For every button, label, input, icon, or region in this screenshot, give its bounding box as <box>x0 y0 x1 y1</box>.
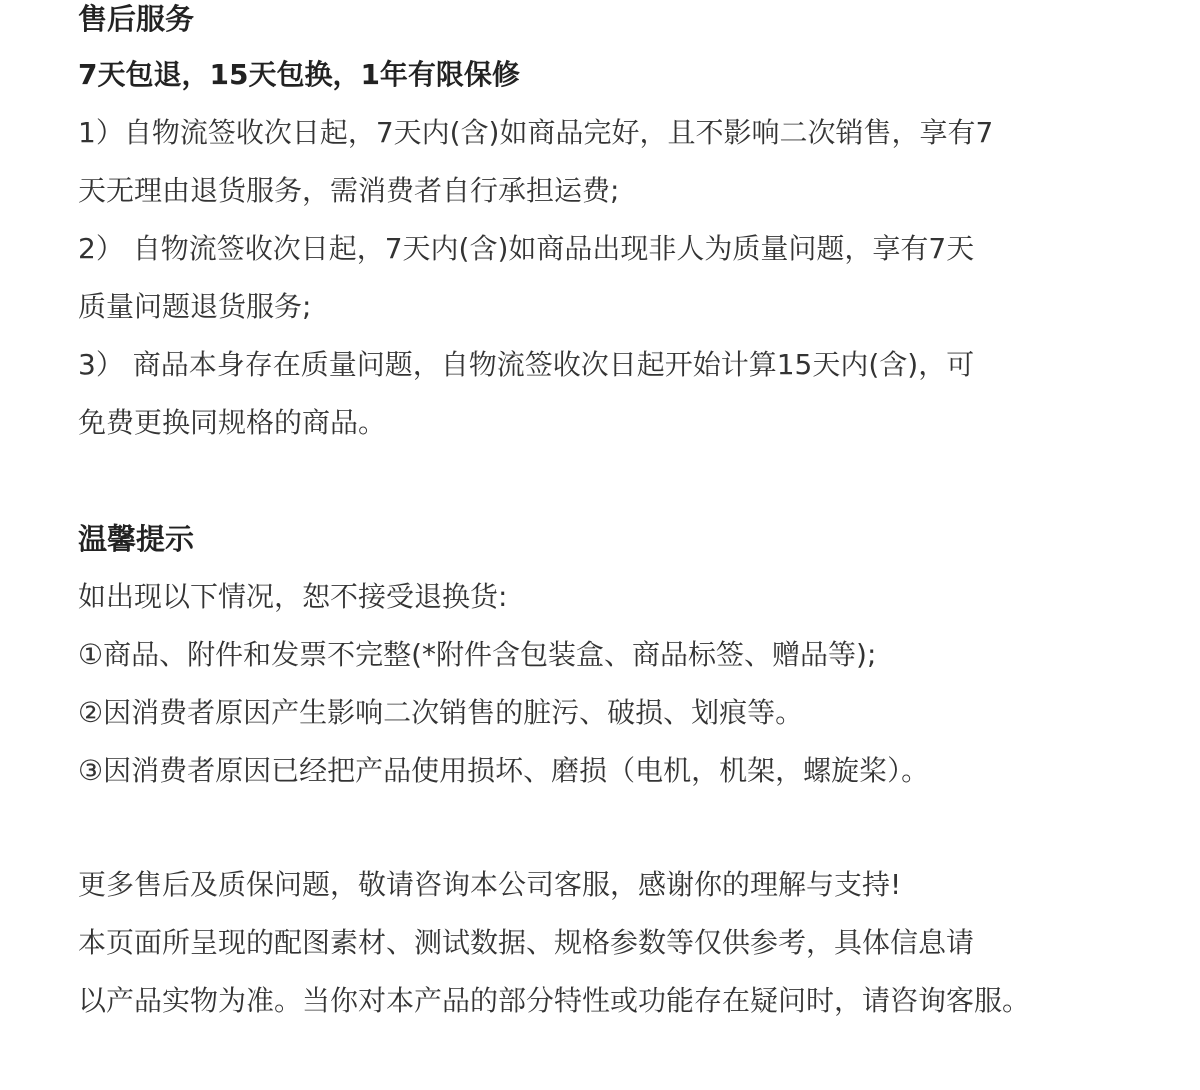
tips-line: ①商品、附件和发票不完整(*附件含包装盒、商品标签、赠品等); <box>78 638 877 671</box>
footer-line: 更多售后及质保问题，敬请咨询本公司客服，感谢你的理解与支持! <box>78 868 902 901</box>
footer-line: 本页面所呈现的配图素材、测试数据、规格参数等仅供参考，具体信息请 <box>78 926 975 959</box>
after-sales-block <box>78 46 993 452</box>
warranty-policy-summary: 7天包退，15天包换，1年有限保修 <box>78 58 520 91</box>
after-sales-line: 2） 自物流签收次日起，7天内(含)如商品出现非人为质量问题，享有7天 <box>78 232 975 265</box>
after-sales-line: 1）自物流签收次日起，7天内(含)如商品完好，且不影响二次销售，享有7 <box>78 116 994 149</box>
tips-line: 如出现以下情况，恕不接受退换货: <box>78 580 508 613</box>
footer-line: 以产品实物为准。当你对本产品的部分特性或功能存在疑问时，请咨询客服。 <box>78 984 1031 1017</box>
tips-title: 温馨提示 <box>78 522 195 556</box>
footer-notice-block <box>78 856 1030 1030</box>
after-sales-line: 天无理由退货服务，需消费者自行承担运费; <box>78 174 620 207</box>
tips-line: ②因消费者原因产生影响二次销售的脏污、破损、划痕等。 <box>78 696 804 729</box>
after-sales-title: 售后服务 <box>78 2 195 36</box>
tips-block <box>78 568 929 800</box>
after-sales-line: 免费更换同规格的商品。 <box>78 406 387 439</box>
after-sales-line: 3） 商品本身存在质量问题，自物流签收次日起开始计算15天内(含)，可 <box>78 348 975 381</box>
after-sales-line: 质量问题退货服务; <box>78 290 312 323</box>
tips-line: ③因消费者原因已经把产品使用损坏、磨损（电机，机架，螺旋桨）。 <box>78 754 930 787</box>
